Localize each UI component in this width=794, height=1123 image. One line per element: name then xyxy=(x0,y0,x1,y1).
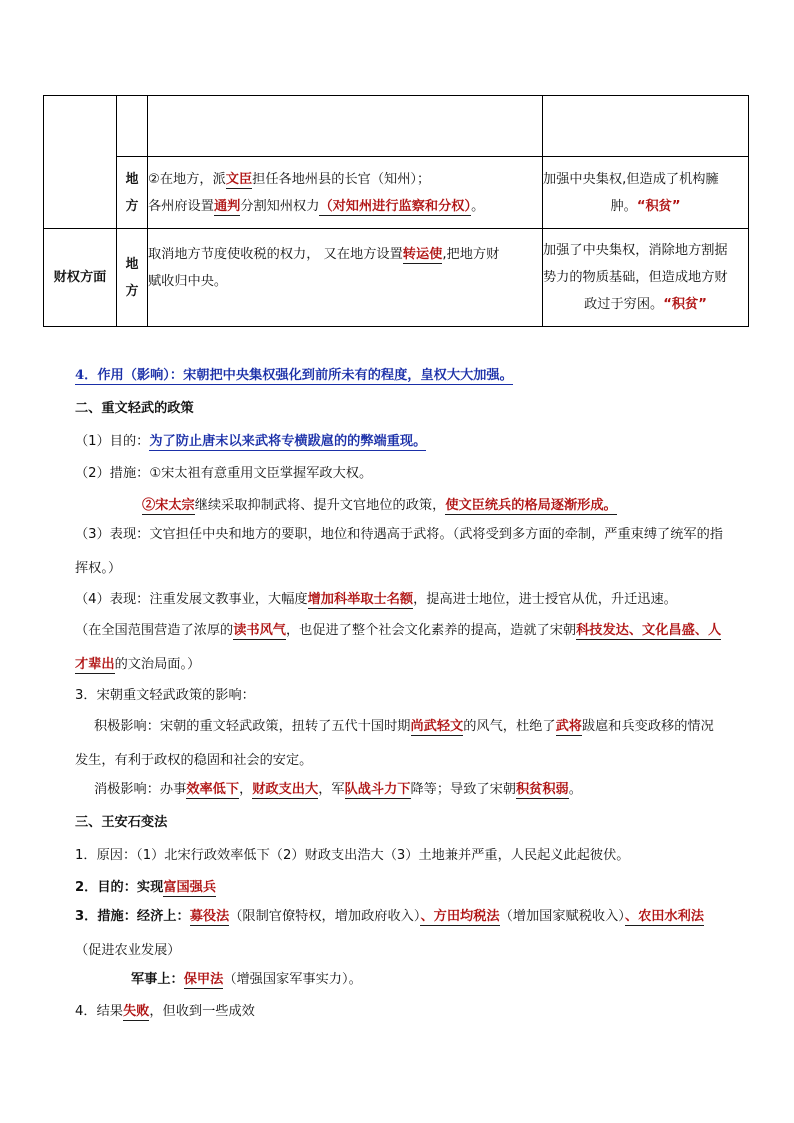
measure-line xyxy=(75,464,372,484)
content-line xyxy=(148,241,542,268)
text: 担任各地州县的长官（知州）； xyxy=(252,171,431,187)
text: 。 xyxy=(568,782,582,797)
text: 各州府设置 xyxy=(148,198,214,214)
keyword: 方田均税法 xyxy=(433,909,500,924)
table-row-fiscal xyxy=(44,229,749,327)
military-line xyxy=(131,970,362,990)
text: ，军 xyxy=(318,782,345,797)
keyword: 效率低下 xyxy=(186,782,240,797)
text: 宋朝把中央集权强化到前所未有的程度，皇权大大加强。 xyxy=(183,368,513,383)
table-cell-category-fiscal: 财权方面 xyxy=(44,229,117,327)
text: （在全国范围营造了浓厚的 xyxy=(75,623,234,638)
text: 的风气，杜绝了 xyxy=(463,719,556,734)
performance-3: （3）表现：文官担任中央和地方的要职，地位和待遇高于武将。（武将受到多方面的牵制，严重束缚了统军的指挥权。） xyxy=(75,527,723,576)
table-cell-content-local xyxy=(148,157,543,229)
influence-title: 3．宋朝重文轻武政策的影响： xyxy=(75,688,255,703)
keyword: 队战斗力下 xyxy=(344,782,411,797)
text: 消极影响：办事 xyxy=(94,782,187,797)
keyword: 募役法 xyxy=(189,909,230,924)
text: 3．措施：经济上： xyxy=(75,909,190,924)
text: 。 xyxy=(471,198,485,214)
text: 继续采取抑制武将、提升文官地位的政策， xyxy=(194,498,446,513)
text: 4．作用（影响）： xyxy=(75,368,184,383)
content-line xyxy=(148,166,542,193)
keyword: 积贫积弱 xyxy=(516,782,569,797)
measures-line xyxy=(75,900,725,968)
text: 跋扈和兵变政移的情况发生，有利于政权的稳固和社会的安定。 xyxy=(75,719,714,768)
keyword: 转运使 xyxy=(402,247,443,262)
text: （限制官僚特权，增加政府收入） xyxy=(229,909,421,924)
keyword: 增加科举取士名额 xyxy=(307,592,414,607)
text: 4．结果 xyxy=(75,1004,123,1019)
quote: “积贫” xyxy=(636,198,681,214)
text: 2．目的：实现 xyxy=(75,880,164,895)
quote: “积贫” xyxy=(663,297,707,312)
text: ，也促进了整个社会文化素养的提高，造就了宋朝 xyxy=(286,623,577,638)
goal-line xyxy=(75,878,216,898)
table-cell-sub-fiscal xyxy=(117,229,148,327)
effect-line: 加强中央集权,但造成了机构臃 xyxy=(543,171,719,187)
keyword: 武将 xyxy=(555,719,582,734)
table-cell-sub-local xyxy=(117,157,148,229)
table-row-empty xyxy=(44,96,749,157)
keyword: 通判 xyxy=(213,198,241,214)
table-cell-category-blank xyxy=(44,96,117,229)
performance-4 xyxy=(75,590,677,610)
text: （促进农业发展） xyxy=(75,943,181,958)
table-cell-content-fiscal xyxy=(148,229,543,327)
text: ，提高进士地位，进士授官从优，升迁迅速。 xyxy=(413,592,677,607)
effect-line xyxy=(543,291,748,318)
keyword: 、 xyxy=(624,909,639,924)
text: 政过于穷困。 xyxy=(584,297,664,312)
negative-influence xyxy=(94,780,582,800)
keyword: 农田水利法 xyxy=(638,909,704,924)
table-cell-effect-fiscal xyxy=(543,229,749,327)
effect-line: 加强了中央集权，消除地方割据 xyxy=(543,243,728,258)
text: （增强国家军事实力）。 xyxy=(223,972,362,987)
keyword: 文臣 xyxy=(225,171,253,187)
keyword: 、 xyxy=(420,909,434,924)
text: 积极影响：宋朝的重文轻武政策，扭转了五代十国时期 xyxy=(94,719,411,734)
keyword: 保甲法 xyxy=(183,972,224,987)
cause-line: 1．原因：（1）北宋行政效率低下（2）财政支出浩大（3）土地兼并严重，人民起义此起彼伏。 xyxy=(75,848,630,863)
text: ①宋太祖有意重用文臣掌握军政大权。 xyxy=(149,466,373,481)
table-cell-content-blank xyxy=(148,96,543,157)
text: ，但收到一些成效 xyxy=(149,1004,255,1019)
sub-label-char: 地 xyxy=(125,171,139,187)
table-cell-sub-blank xyxy=(117,96,148,157)
effect-line: 势力的物质基础，但造成地方财 xyxy=(543,270,728,285)
keyword: 为了防止唐末以来武将专横跋扈的的弊端重现。 xyxy=(149,434,427,449)
sub-label-char: 方 xyxy=(125,198,139,214)
text: 分割知州权力 xyxy=(240,198,320,214)
sub-label-char: 地 xyxy=(125,256,139,272)
policy-table xyxy=(43,95,749,327)
keyword: 失败 xyxy=(122,1004,150,1019)
effect-line xyxy=(543,193,748,220)
keyword: ②宋太宗 xyxy=(142,498,195,513)
keyword: 读书风气 xyxy=(233,623,286,638)
keyword: 尚武轻文 xyxy=(410,719,464,734)
performance-4-note xyxy=(75,614,725,682)
text: ， xyxy=(239,782,253,797)
text: 军事上： xyxy=(131,972,184,987)
keyword: 财政支出大 xyxy=(252,782,319,797)
result-line xyxy=(75,1002,255,1022)
keyword: 科技发达、文化昌盛、人才辈出 xyxy=(75,623,722,672)
influence-label xyxy=(75,368,513,385)
keyword: 使文臣统兵的格局逐渐形成。 xyxy=(445,498,617,513)
section-2-title: 二、重文轻武的政策 xyxy=(75,401,194,416)
text: 肿。 xyxy=(610,198,637,214)
keyword: （对知州进行监察和分权） xyxy=(319,198,472,214)
influence-line xyxy=(75,366,513,386)
text: ②在地方，派 xyxy=(148,171,226,187)
text: ,把地方财 xyxy=(442,247,500,262)
table-cell-effect-blank xyxy=(543,96,749,157)
content-line: 赋收归中央。 xyxy=(148,274,228,289)
text: （1）目的： xyxy=(75,434,150,449)
purpose-line xyxy=(75,432,426,452)
section-3-title: 三、王安石变法 xyxy=(75,815,168,830)
table-row-local xyxy=(44,157,749,229)
text: 降等；导致了宋朝 xyxy=(410,782,516,797)
table-cell-effect-local xyxy=(543,157,749,229)
text: （4）表现：注重发展文教事业，大幅度 xyxy=(75,592,308,607)
text: 的文治局面。） xyxy=(114,657,201,672)
text: （增加国家赋税收入） xyxy=(499,909,625,924)
text: （2）措施： xyxy=(75,466,150,481)
positive-influence xyxy=(75,710,725,778)
sub-label-char: 方 xyxy=(125,283,139,299)
text: 取消地方节度使收税的权力， 又在地方设置 xyxy=(148,247,403,262)
measure-line-2 xyxy=(142,496,617,516)
keyword: 富国强兵 xyxy=(163,880,217,895)
content-line xyxy=(148,193,542,220)
